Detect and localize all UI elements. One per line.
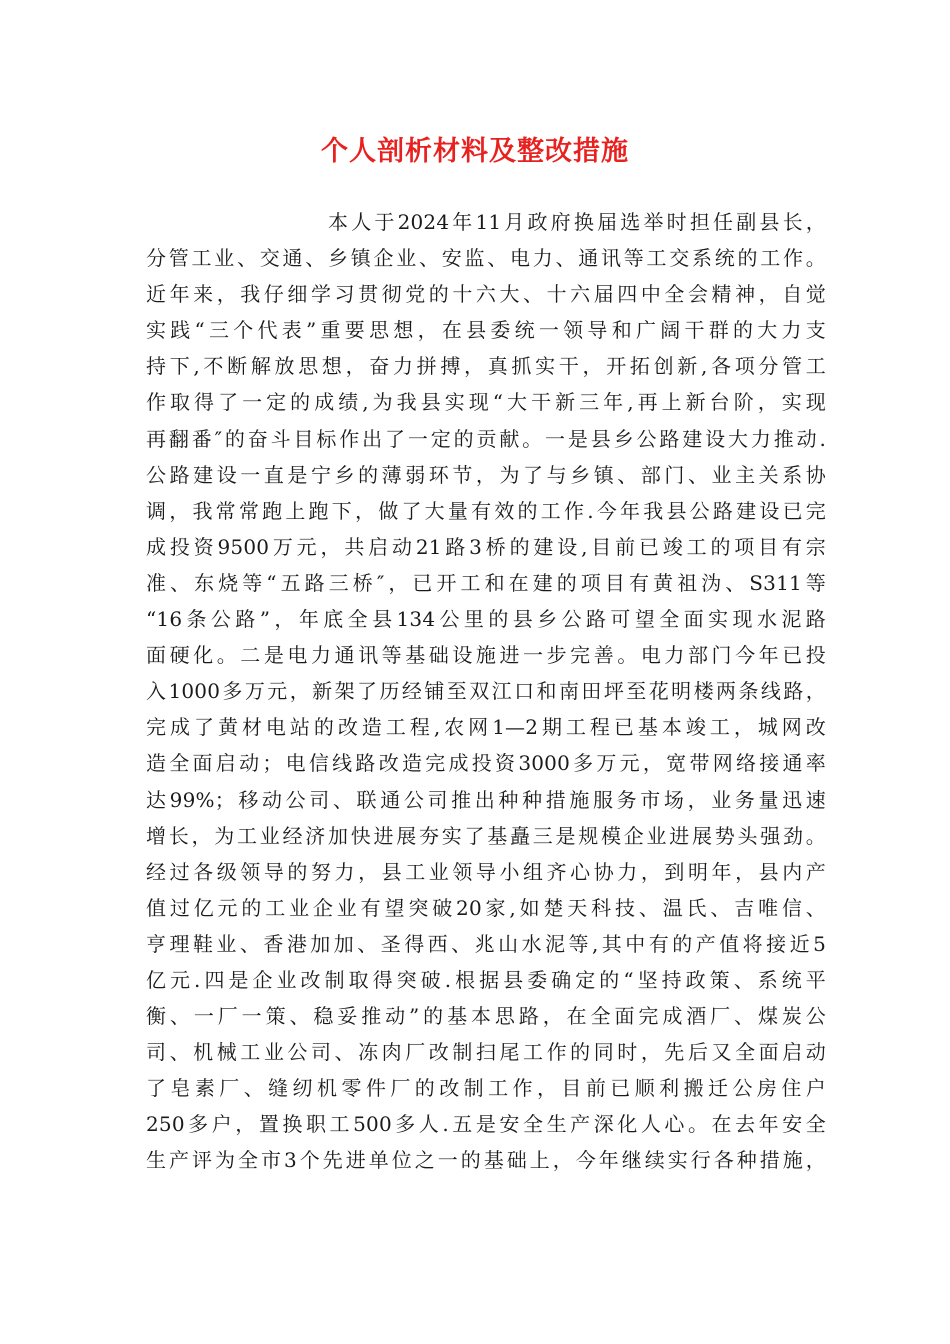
body-line: 实践“三个代表”重要思想，在县委统一领导和广阔干群的大力支 xyxy=(146,318,826,343)
body-line: 成投资9500万元，共启动21路3桥的建设,目前已竣工的项目有宗 xyxy=(146,534,826,559)
body-line: 了皂素厂、缝纫机零件厂的改制工作，目前已顺利搬迁公房住户 xyxy=(146,1076,826,1101)
body-line: 达99%；移动公司、联通公司推出种种措施服务市场，业务量迅速 xyxy=(146,787,826,812)
body-line: 作取得了一定的成绩,为我县实现“大干新三年,再上新台阶，实现 xyxy=(146,390,826,415)
body-line: 面硬化。二是电力通讯等基础设施进一步完善。电力部门今年已投 xyxy=(146,643,826,668)
body-line: 准、东烧等“五路三桥″，已开工和在建的项目有黄祖沩、S311等 xyxy=(146,570,826,595)
body-line: 造全面启动；电信线路改造完成投资3000多万元，宽带网络接通率 xyxy=(146,751,826,776)
body-line: 持下,不断解放思想，奋力拼搏，真抓实干，开拓创新,各项分管工 xyxy=(146,354,826,379)
body-line: 本人于2024年11月政府换届选举时担任副县长， xyxy=(328,210,826,234)
body-line: 250多户，置换职工500多人.五是安全生产深化人心。在去年安全 xyxy=(146,1112,826,1137)
body-line: 增长，为工业经济加快进展夯实了基矗三是规模企业进展势头强劲。 xyxy=(146,823,826,848)
body-line: 生产评为全市3个先进单位之一的基础上，今年继续实行各种措施， xyxy=(146,1148,826,1173)
body-line: 经过各级领导的努力，县工业领导小组齐心协力，到明年，县内产 xyxy=(146,859,826,884)
body-line: 调，我常常跑上跑下，做了大量有效的工作.今年我县公路建设已完 xyxy=(146,498,826,523)
body-line: 完成了黄材电站的改造工程,农网1—2期工程已基本竣工，城网改 xyxy=(146,715,826,740)
body-line: 值过亿元的工业企业有望突破20家,如楚天科技、温氏、吉唯信、 xyxy=(146,895,826,920)
document-title: 个人剖析材料及整改措施 xyxy=(321,136,629,167)
body-line: 司、机械工业公司、冻肉厂改制扫尾工作的同时，先后又全面启动 xyxy=(146,1040,826,1065)
body-line: 再翻番″的奋斗目标作出了一定的贡献。一是县乡公路建设大力推动. xyxy=(146,426,826,451)
body-line: 亨理鞋业、香港加加、圣得西、兆山水泥等,其中有的产值将接近5 xyxy=(146,931,826,956)
body-line: 分管工业、交通、乡镇企业、安监、电力、通讯等工交系统的工作。 xyxy=(146,246,826,271)
body-line: 衡、一厂一策、稳妥推动”的基本思路，在全面完成酒厂、煤炭公 xyxy=(146,1004,826,1029)
body-line: 近年来，我仔细学习贯彻党的十六大、十六届四中全会精神，自觉 xyxy=(146,282,826,307)
body-line: 亿元.四是企业改制取得突破.根据县委确定的“坚持政策、系统平 xyxy=(146,967,826,992)
body-line: “16条公路”，年底全县134公里的县乡公路可望全面实现水泥路 xyxy=(146,607,826,632)
body-line: 入1000多万元，新架了历经铺至双江口和南田坪至花明楼两条线路， xyxy=(146,679,826,704)
body-line: 公路建设一直是宁乡的薄弱环节，为了与乡镇、部门、业主关系协 xyxy=(146,462,826,487)
document-body xyxy=(146,204,826,1179)
